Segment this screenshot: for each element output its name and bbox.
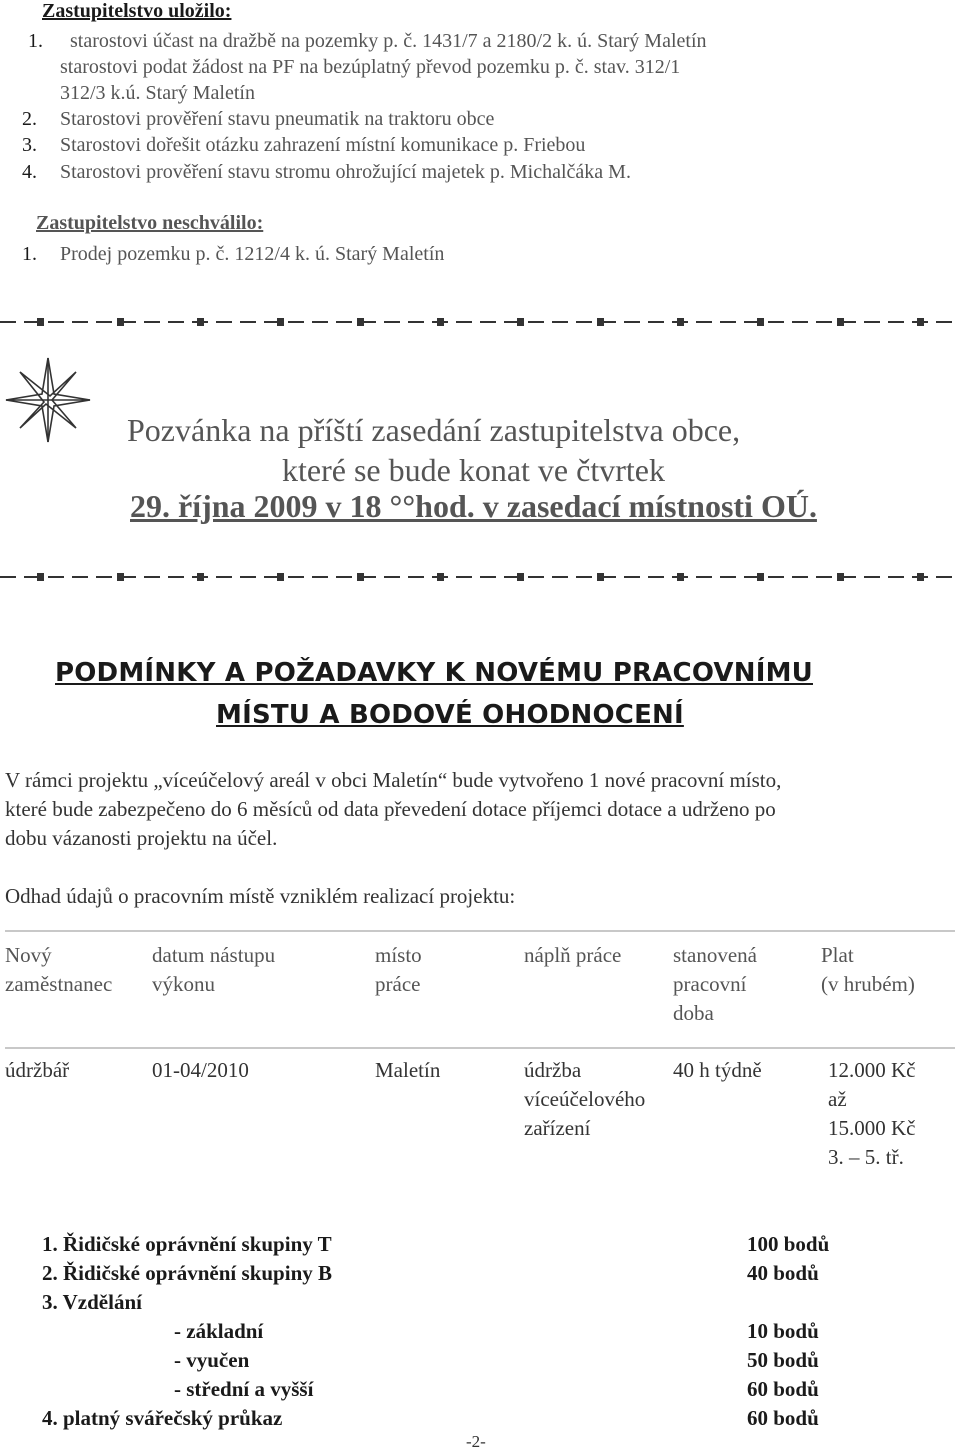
requirement-points: 60 bodů [747, 1377, 819, 1401]
requirement-points: 10 bodů [747, 1319, 819, 1343]
decorative-divider-bottom [0, 567, 960, 587]
requirement-label: 3. Vzdělání [42, 1290, 142, 1314]
table-cell: 12.000 Kč až 15.000 Kč 3. – 5. tř. [828, 1058, 916, 1169]
invitation-line-1: Pozvánka na příští zasedání zastupitelstva obce, [127, 412, 741, 448]
list-item-line: Starostovi prověření stavu stromu ohrožující majetek p. Michalčáka M. [60, 161, 631, 183]
table-cell: 01-04/2010 [152, 1058, 249, 1082]
paragraph-line: které bude zabezpečeno do 6 měsíců od data převedení dotace příjemci dotace a udrženo po [5, 797, 776, 821]
list-item-line: 312/3 k.ú. Starý Maletín [60, 82, 255, 104]
table-header-cell: stanovená pracovní doba [673, 943, 757, 1025]
requirement-label: - vyučen [174, 1348, 250, 1372]
table-cell: 40 h týdně [673, 1058, 762, 1082]
table-header-cell: datum nástupu výkonu [152, 943, 276, 996]
table-header-cell: Nový zaměstnanec [5, 943, 113, 996]
requirement-label: 4. platný svářečský průkaz [42, 1406, 283, 1430]
requirement-label: - střední a vyšší [174, 1377, 314, 1401]
paragraph-line: V rámci projektu „víceúčelový areál v obci Maletín“ bude vytvořeno 1 nové pracovní místo, [5, 768, 782, 792]
compass-star-icon [4, 356, 92, 444]
list-item-number: 1. [28, 30, 43, 52]
invitation-line-3: 29. října 2009 v 18 °°hod. v zasedací místnosti OÚ. [130, 488, 817, 524]
requirement-points: 100 bodů [747, 1232, 830, 1256]
list-item-line: starostovi účast na dražbě na pozemky p. č. 1431/7 a 2180/2 k. ú. Starý Maletín [70, 30, 707, 52]
decorative-divider-top [0, 312, 960, 332]
requirement-points: 40 bodů [747, 1261, 819, 1285]
table-cell: údržbář [5, 1058, 70, 1082]
paragraph-estimate: Odhad údajů o pracovním místě vzniklém realizací projektu: [5, 884, 516, 908]
section-heading-ulozilo: Zastupitelstvo uložilo: [42, 0, 232, 22]
table-rule-top [5, 930, 955, 932]
requirement-label: - základní [174, 1319, 264, 1343]
requirement-label: 2. Řidičské oprávnění skupiny B [42, 1261, 333, 1285]
paragraph-line: dobu vázanosti projektu na účel. [5, 826, 278, 850]
table-cell: údržba víceúčelového zařízení [524, 1058, 646, 1140]
requirement-points: 60 bodů [747, 1406, 819, 1430]
page-number: -2- [466, 1432, 486, 1451]
table-cell: Maletín [375, 1058, 441, 1082]
conditions-title-line-1: PODMÍNKY A POŽADAVKY K NOVÉMU PRACOVNÍMU [55, 658, 813, 688]
list-item-line: Starostovi prověření stavu pneumatik na traktoru obce [60, 108, 495, 130]
table-header-cell: Plat (v hrubém) [821, 943, 915, 996]
requirement-points: 50 bodů [747, 1348, 819, 1372]
list-item-number: 4. [22, 161, 37, 183]
list-item-number: 3. [22, 134, 37, 156]
table-header-cell: místo práce [375, 943, 422, 996]
table-rule-middle [5, 1047, 955, 1049]
table-header-cell: náplň práce [524, 943, 622, 967]
list-item-number: 1. [22, 243, 37, 265]
requirement-label: 1. Řidičské oprávnění skupiny T [42, 1232, 332, 1256]
list-item-line: Starostovi dořešit otázku zahrazení místní komunikace p. Friebou [60, 134, 586, 156]
list-item-number: 2. [22, 108, 37, 130]
conditions-title-line-2: MÍSTU A BODOVÉ OHODNOCENÍ [216, 700, 684, 730]
list-item-line: Prodej pozemku p. č. 1212/4 k. ú. Starý Maletín [60, 243, 445, 265]
list-item-line: starostovi podat žádost na PF na bezúplatný převod pozemku p. č. stav. 312/1 [60, 56, 681, 78]
section-heading-neschvalilo: Zastupitelstvo neschválilo: [36, 212, 264, 234]
invitation-line-2: které se bude konat ve čtvrtek [282, 452, 665, 488]
